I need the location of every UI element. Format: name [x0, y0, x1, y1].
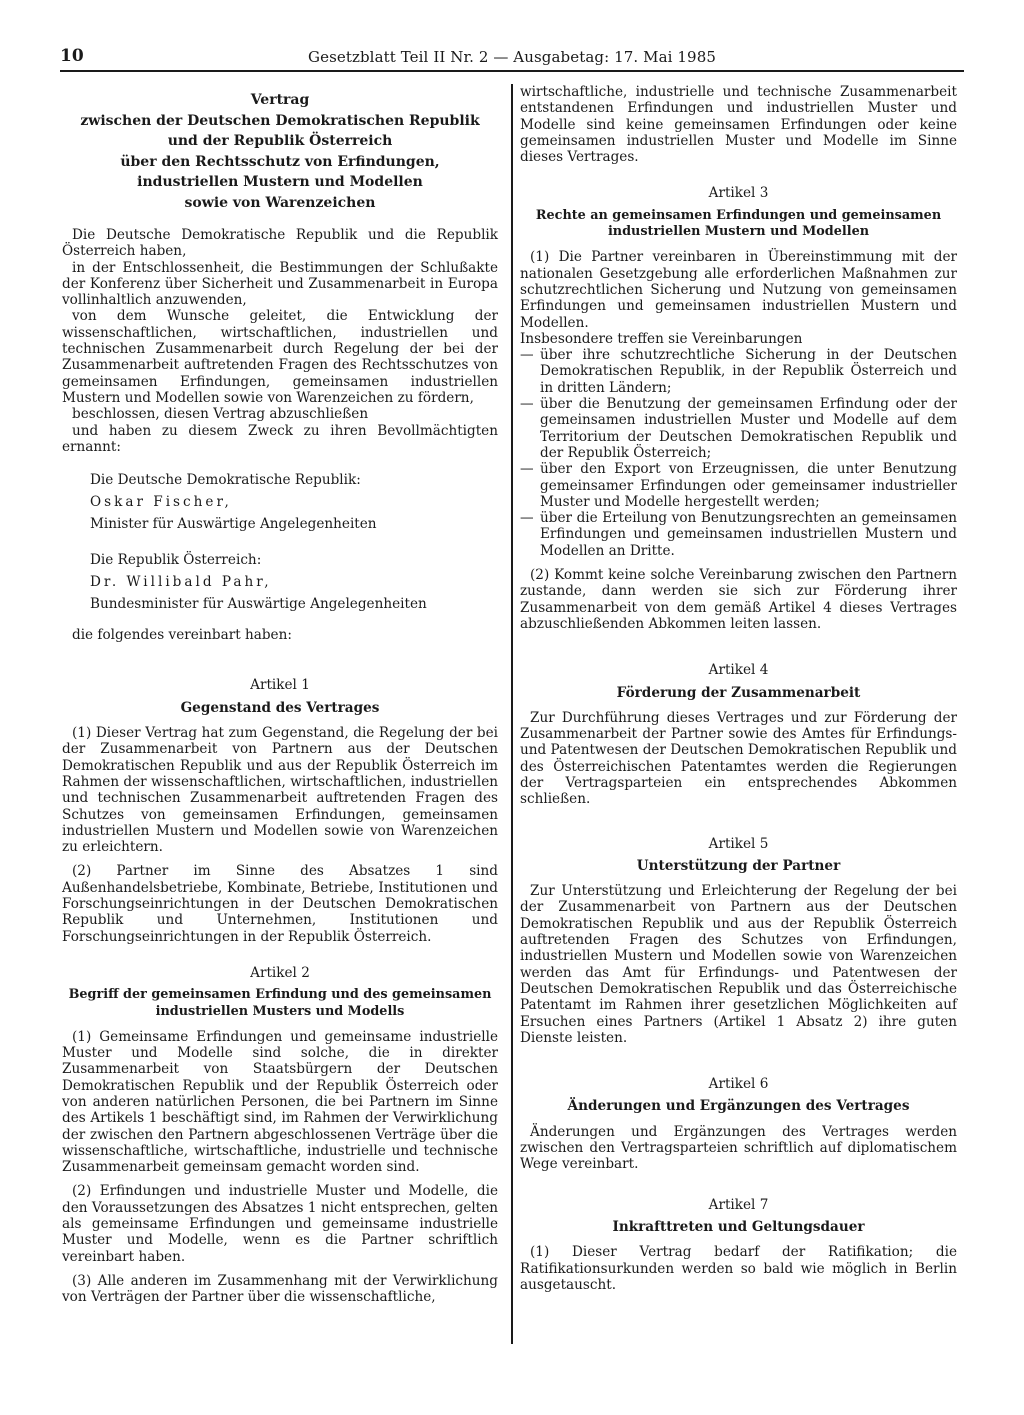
treaty-title-line: und der Republik Österreich	[167, 133, 393, 149]
preamble-paragraph: Die Deutsche Demokratische Republik und die Republik Österreich haben,	[62, 227, 498, 260]
gdr-plenipotentiary-role: Minister für Auswärtige Angelegenheiten	[90, 516, 377, 533]
list-item-text: über die Erteilung von Benutzungsrechten an gemeinsamen Erfindungen und gemeinsamen industriellen Mustern und Modellen an Dritte.	[540, 510, 957, 559]
article-4-number: Artikel 4	[708, 662, 769, 679]
article-1-number: Artikel 1	[250, 677, 310, 694]
article-2-paragraph-2: (2) Erfindungen und industrielle Muster und Modelle, die den Voraussetzungen des Absatzes 1 nicht entsprechen, gelten als gemeinsame Erfindungen und gemeinsame industrielle Muster und Modelle, wenn es die Partner schriftlich vereinbart haben.	[62, 1183, 498, 1265]
article-6-paragraph: Änderungen und Ergänzungen des Vertrages werden zwischen den Vertragsparteien schriftlich auf diplomatischem Wege vereinbart.	[520, 1123, 957, 1173]
treaty-title-line: Vertrag	[250, 92, 310, 108]
list-item-text: über den Export von Erzeugnissen, die unter Benutzung gemeinsamer Erfindungen oder gemeinsamer industrieller Muster und Modelle hergestellt werden;	[540, 461, 957, 510]
article-1-paragraph-1: (1) Dieser Vertrag hat zum Gegenstand, die Regelung der bei der Zusammenarbeit von Partnern aus der Deutschen Demokratischen Republik und aus der Republik Österreich im Rahmen der wissenschaftlichen, wirtschaftlichen, industriellen und technischen Zusammenarbeit auftretenden Fragen des Schutzes von gemeinsamen Erfindungen, gemeinsamen industriellen Mustern und Modellen sowie von Warenzeichen zu erleichtern.	[62, 725, 498, 856]
treaty-title	[62, 90, 498, 213]
preamble-paragraph: beschlossen, diesen Vertrag abzuschließen	[72, 406, 369, 423]
austria-plenipotentiary-name: Dr. Willibald Pahr,	[90, 574, 272, 591]
austria-label: Die Republik Österreich:	[90, 552, 262, 569]
agreed-clause: die folgendes vereinbart haben:	[72, 627, 292, 644]
article-4-paragraph: Zur Durchführung dieses Vertrages und zur Förderung der Zusammenarbeit der Partner sowie des Amtes für Erfindungs- und Patentwesen der Deutschen Demokratischen Republik und des Österreichischen Patentamtes werden die Regierungen der Vertragsparteien ein entsprechendes Abkommen schließen.	[520, 709, 957, 808]
article-6-heading: Änderungen und Ergänzungen des Vertrages	[567, 1098, 910, 1115]
dash-bullet: —	[520, 347, 534, 364]
left-column	[62, 84, 498, 1306]
gazette-header-title: Gesetzblatt Teil II Nr. 2 — Ausgabetag: 17. Mai 1985	[308, 48, 716, 66]
article-3-paragraph-2: (2) Kommt keine solche Vereinbarung zwischen den Partnern zustande, dann werden sie sich zur Förderung ihrer Zusammenarbeit von dem gemäß Artikel 4 dieses Vertrages abzuschließenden Abkommen leiten lassen.	[520, 567, 957, 632]
article-3-intro: Insbesondere treffen sie Vereinbarungen	[520, 330, 803, 347]
article-3-paragraph-1: (1) Die Partner vereinbaren in Übereinstimmung mit der nationalen Gesetzgebung alle erforderlichen Maßnahmen zur schutzrechtlichen Sicherung und Nutzung von gemeinsamen Erfindungen und gemeinsamen industriellen Mustern und Modellen.	[520, 249, 957, 331]
preamble-paragraph: in der Entschlossenheit, die Bestimmungen der Schlußakte der Konferenz über Sicherheit und Zusammenarbeit in Europa vollinhaltlich anzuwenden,	[62, 259, 498, 309]
article-5-heading: Unterstützung der Partner	[636, 857, 841, 874]
austria-plenipotentiary-role: Bundesminister für Auswärtige Angelegenheiten	[90, 596, 427, 613]
article-1-paragraph-2: (2) Partner im Sinne des Absatzes 1 sind Außenhandelsbetriebe, Kombinate, Betriebe, Institutionen und Forschungseinrichtungen in der Deutschen Demokratischen Republik und Unternehmen, Institutionen und Forschungseinrichtungen in der Republik Österreich.	[62, 863, 498, 945]
gdr-plenipotentiary-name: Oskar Fischer,	[90, 494, 232, 511]
article-7-paragraph-1: (1) Dieser Vertrag bedarf der Ratifikation; die Ratifikationsurkunden werden so bald wie möglich in Berlin ausgetauscht.	[520, 1244, 957, 1293]
article-7-heading: Inkrafttreten und Geltungsdauer	[612, 1218, 865, 1235]
dash-bullet: —	[520, 461, 534, 478]
article-5-paragraph: Zur Unterstützung und Erleichterung der Regelung der bei der Zusammenarbeit von Partnern aus der Deutschen Demokratischen Republik und aus der Republik Österreich auftretenden Fragen des Schutzes von Erfindungen, industriellen Mustern und Modellen sowie von Warenzeichen werden das Amt für Erfindungs- und Patentwesen der Deutschen Demokratischen Republik und das Österreichische Patentamt im Rahmen ihrer gesetzlichen Möglichkeiten auf Ersuchen eines Partners (Artikel 1 Absatz 2) ihre guten Dienste leisten.	[520, 883, 957, 1046]
page-number: 10	[60, 46, 84, 66]
list-item	[520, 510, 957, 559]
column-divider	[511, 84, 513, 1344]
dash-bullet: —	[520, 396, 534, 413]
right-column	[520, 84, 957, 1293]
treaty-title-line: industriellen Mustern und Modellen	[137, 174, 423, 190]
list-item	[520, 461, 957, 510]
preamble-paragraph: und haben zu diesem Zweck zu ihren Bevollmächtigten ernannt:	[62, 422, 498, 455]
dash-bullet: —	[520, 510, 534, 527]
article-6-number: Artikel 6	[708, 1076, 769, 1093]
list-item-text: über die Benutzung der gemeinsamen Erfindung oder der gemeinsamen industriellen Muster und Modelle auf dem Territorium der Deutschen Demokratischen Republik und der Republik Österreich;	[540, 396, 957, 461]
header-rule	[60, 70, 964, 72]
article-2-heading: Begriff der gemeinsamen Erfindung und des gemeinsamen industriellen Musters und Modells	[68, 987, 492, 1019]
list-item	[520, 347, 957, 396]
article-3-heading: Rechte an gemeinsamen Erfindungen und gemeinsamen industriellen Mustern und Modellen	[535, 207, 942, 240]
article-3-number: Artikel 3	[708, 185, 769, 202]
article-2-number: Artikel 2	[250, 964, 310, 981]
gdr-label: Die Deutsche Demokratische Republik:	[90, 472, 361, 489]
list-item-text: über ihre schutzrechtliche Sicherung in der Deutschen Demokratischen Republik, in der Republik Österreich und in dritten Ländern;	[540, 347, 957, 396]
article-5-number: Artikel 5	[708, 835, 769, 852]
plenipotentiaries	[62, 469, 498, 615]
treaty-title-line: zwischen der Deutschen Demokratischen Republik	[80, 112, 480, 129]
article-4-heading: Förderung der Zusammenarbeit	[616, 684, 861, 701]
article-1-heading: Gegenstand des Vertrages	[180, 699, 380, 716]
preamble-paragraph: von dem Wunsche geleitet, die Entwicklung der wissenschaftlichen, wirtschaftlichen, industriellen und technischen Zusammenarbeit durch Regelung der bei der Zusammenarbeit auftretenden Fragen des Rechtsschutzes von gemeinsamen Erfindungen, gemeinsamen industriellen Mustern und Modellen sowie von Warenzeichen zu fördern,	[62, 308, 498, 406]
list-item	[520, 396, 957, 461]
article-7-number: Artikel 7	[708, 1196, 769, 1213]
article-2-paragraph-3: (3) Alle anderen im Zusammenhang mit der Verwirklichung von Verträgen der Partner über die wissenschaftliche,	[62, 1272, 498, 1306]
treaty-title-line: über den Rechtsschutz von Erfindungen,	[120, 153, 440, 170]
treaty-title-line: sowie von Warenzeichen	[184, 194, 376, 211]
article-2-continuation: wirtschaftliche, industrielle und technische Zusammenarbeit entstandenen Erfindungen und industriellen Muster und Modelle sind keine gemeinsamen Erfindungen oder keine gemeinsamen industriellen Muster und Modelle im Sinne dieses Vertrages.	[520, 84, 957, 166]
article-2-paragraph-1: (1) Gemeinsame Erfindungen und gemeinsame industrielle Muster und Modelle sind solche, die in direkter Zusammenarbeit von Staatsbürgern der Deutschen Demokratischen Republik und der Republik Österreich oder von anderen natürlichen Personen, die bei Partnern im Sinne des Artikels 1 beschäftigt sind, im Rahmen der Verwirklichung der zwischen den Partnern abgeschlossenen Verträge über die wissenschaftliche, wirtschaftliche, industrielle und technische Zusammenarbeit gemeinsam gemacht worden sind.	[62, 1028, 498, 1176]
